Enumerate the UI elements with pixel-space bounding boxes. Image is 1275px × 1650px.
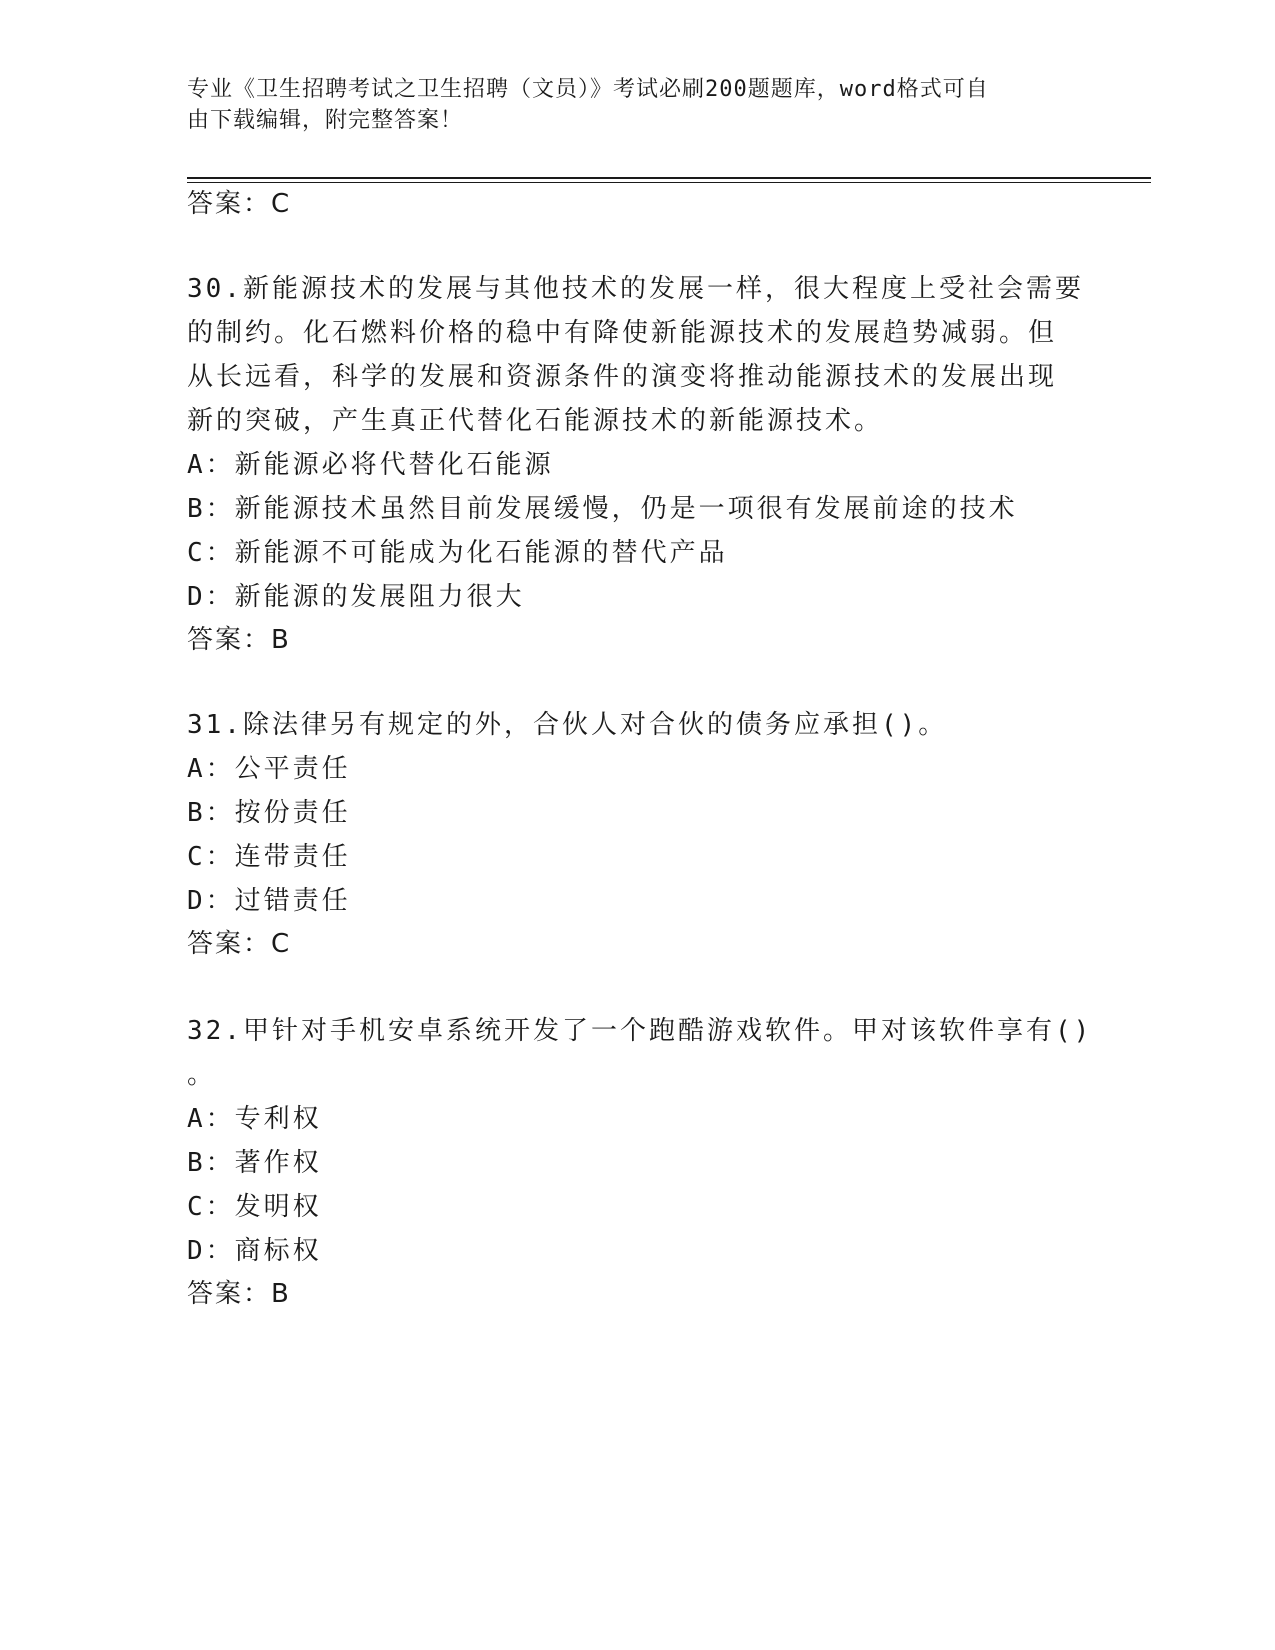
header-divider-thin bbox=[187, 182, 1151, 183]
question-32-stem-line-2: 。 bbox=[187, 1060, 217, 1090]
question-30-answer: 答案：B bbox=[187, 625, 291, 655]
question-30-option-a: A：新能源必将代替化石能源 bbox=[187, 450, 554, 480]
question-31-option-b: B：按份责任 bbox=[187, 798, 351, 828]
header-line-2: 由下载编辑，附完整答案！ bbox=[187, 108, 464, 133]
question-31-stem-line-1: 31.除法律另有规定的外，合伙人对合伙的债务应承担()。 bbox=[187, 710, 948, 740]
page-header bbox=[187, 74, 1077, 136]
question-30-option-d: D：新能源的发展阻力很大 bbox=[187, 582, 525, 612]
question-32-option-b: B：著作权 bbox=[187, 1148, 322, 1178]
question-32-option-c: C：发明权 bbox=[187, 1192, 322, 1222]
question-32-option-a: A：专利权 bbox=[187, 1104, 322, 1134]
question-30-stem-line-1: 30.新能源技术的发展与其他技术的发展一样，很大程度上受社会需要 bbox=[187, 274, 1084, 304]
question-30-stem-line-4: 新的突破，产生真正代替化石能源技术的新能源技术。 bbox=[187, 406, 884, 436]
question-30-stem-line-2: 的制约。化石燃料价格的稳中有降使新能源技术的发展趋势减弱。但 bbox=[187, 318, 1058, 348]
header-divider-thick bbox=[187, 177, 1151, 179]
question-31-option-d: D：过错责任 bbox=[187, 886, 351, 916]
question-31-option-c: C：连带责任 bbox=[187, 842, 351, 872]
question-30-option-c: C：新能源不可能成为化石能源的替代产品 bbox=[187, 538, 728, 568]
previous-answer: 答案：C bbox=[187, 189, 292, 219]
header-line-1: 专业《卫生招聘考试之卫生招聘（文员）》考试必刷200题题库，word格式可自 bbox=[187, 77, 989, 102]
question-32-option-d: D：商标权 bbox=[187, 1236, 322, 1266]
question-32-answer: 答案：B bbox=[187, 1279, 291, 1309]
question-31-answer: 答案：C bbox=[187, 929, 292, 959]
question-30-option-b: B：新能源技术虽然目前发展缓慢，仍是一项很有发展前途的技术 bbox=[187, 494, 1018, 524]
question-32-stem-line-1: 32.甲针对手机安卓系统开发了一个跑酷游戏软件。甲对该软件享有() bbox=[187, 1016, 1093, 1046]
question-31-option-a: A：公平责任 bbox=[187, 754, 351, 784]
question-30-stem-line-3: 从长远看，科学的发展和资源条件的演变将推动能源技术的发展出现 bbox=[187, 362, 1058, 392]
